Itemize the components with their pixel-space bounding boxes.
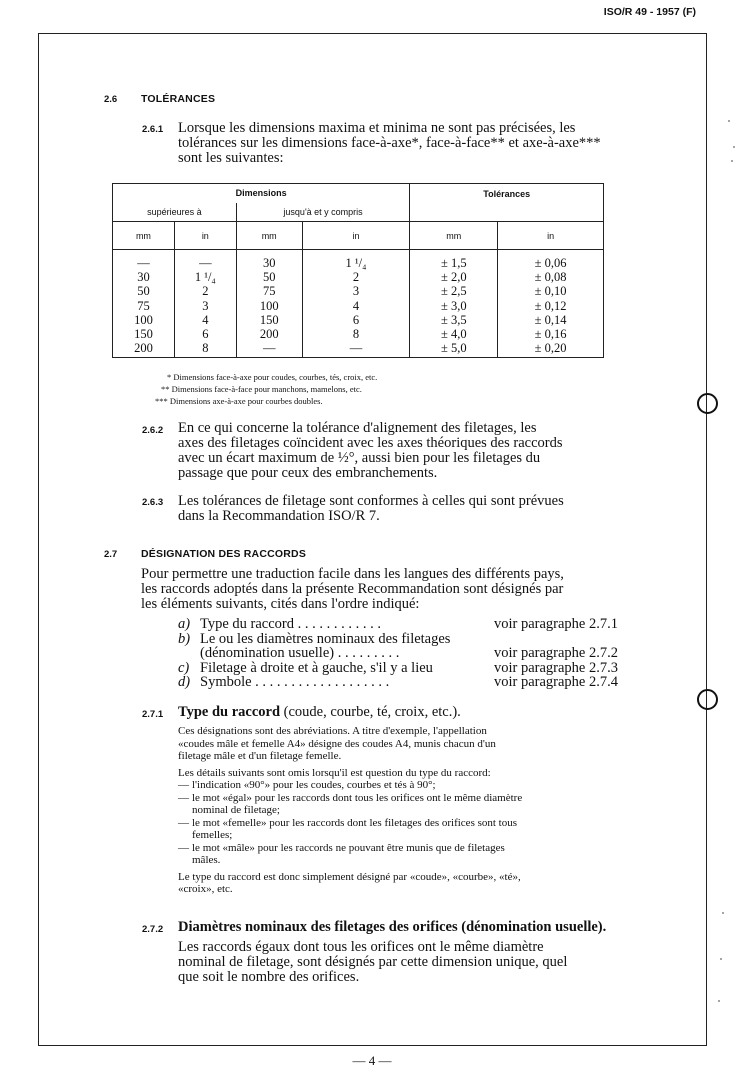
designation-list bbox=[178, 617, 618, 690]
list-text: Symbole . . . . . . . . . . . . . . . . . . . bbox=[200, 675, 390, 690]
column-upto-in: 1 ¹/₄ 2 3 4 6 8 — bbox=[302, 250, 410, 358]
unit-in: in bbox=[498, 222, 604, 250]
section-number: 2.6 bbox=[104, 94, 118, 105]
header-sup: supérieures à bbox=[147, 206, 202, 217]
page-number: — 4 — bbox=[352, 1053, 392, 1068]
unit-in: in bbox=[174, 222, 236, 250]
list-ref: voir paragraphe 2.7.4 bbox=[493, 674, 618, 690]
paragraph-261 bbox=[178, 121, 618, 166]
unit-mm: mm bbox=[113, 222, 175, 250]
list-text: Type du raccord . . . . . . . . . . . . bbox=[200, 617, 381, 632]
list-label: a) bbox=[178, 616, 191, 632]
column-tol-in: ± 0,06 ± 0,08 ± 0,10 ± 0,12 ± 0,14 ± 0,16 ± 0,20 bbox=[498, 250, 604, 358]
text-line: dans la Recommandation ISO/R 7. bbox=[178, 508, 380, 524]
section-number: 2.7 bbox=[104, 549, 118, 560]
unit-mm: mm bbox=[410, 222, 498, 250]
text-line: les éléments suivants, cités dans l'ordre indiqué: bbox=[141, 596, 420, 612]
text-line: Le type du raccord est donc simplement désigné par «coude», «courbe», «té», bbox=[178, 870, 521, 883]
scan-speck bbox=[718, 1000, 720, 1002]
list-item bbox=[178, 632, 618, 647]
scan-speck bbox=[722, 912, 724, 914]
column-upto-mm: 30 50 75 100 150 200 — bbox=[236, 250, 302, 358]
column-sup-mm: — 30 50 75 100 150 200 bbox=[134, 256, 153, 356]
tolerance-table bbox=[112, 183, 604, 358]
dash-item: — le mot «femelle» pour les raccords dont les filetages des orifices sont tous femelles; bbox=[178, 816, 518, 841]
text-line: l'indication «90°» pour les coudes, courbes et tés à 90°; bbox=[192, 779, 436, 791]
text-line: femelles; bbox=[192, 829, 233, 841]
subsection-number: 2.7.2 bbox=[142, 924, 164, 935]
list-item bbox=[178, 675, 618, 690]
document-code: ISO/R 49 - 1957 (F) bbox=[603, 6, 696, 18]
list-item bbox=[178, 617, 618, 632]
list-label: b) bbox=[178, 630, 191, 647]
subsection-title: Diamètres nominaux des filetages des orifices (dénomination usuelle). bbox=[178, 919, 607, 935]
list-text: Filetage à droite et à gauche, s'il y a lieu bbox=[200, 660, 433, 675]
list-item bbox=[178, 646, 618, 661]
footnote: ** Dimensions face-à-face pour manchons, mamelons, etc. bbox=[161, 384, 362, 394]
punch-hole-circle bbox=[697, 393, 718, 414]
header-dimensions: Dimensions bbox=[235, 188, 287, 199]
text-line: avec un écart maximum de ½°, aussi bien pour les filetages du bbox=[178, 450, 541, 466]
scan-speck bbox=[731, 160, 733, 162]
subsection-number: 2.7.1 bbox=[142, 709, 164, 720]
text-line: que soit le nombre des orifices. bbox=[178, 969, 360, 985]
section-title: DÉSIGNATION DES RACCORDS bbox=[141, 548, 307, 560]
subsection-heading bbox=[178, 705, 618, 720]
list-ref: voir paragraphe 2.7.2 bbox=[493, 645, 618, 661]
unit-mm: mm bbox=[236, 222, 302, 250]
text-line: sont les suivantes: bbox=[178, 150, 284, 166]
paragraph-272 bbox=[178, 940, 618, 985]
text-line: nominal de filetage, sont désignés par cette dimension unique, quel bbox=[178, 954, 568, 970]
list-ref bbox=[481, 632, 618, 647]
subsection-number: 2.6.2 bbox=[142, 425, 164, 436]
dash-item: — le mot «mâle» pour les raccords ne pouvant être munis que de filetages mâles. bbox=[178, 841, 505, 866]
paragraph-27-intro bbox=[141, 567, 621, 612]
dash-item: — l'indication «90°» pour les coudes, courbes et tés à 90°; bbox=[178, 779, 436, 791]
dash-item: — le mot «égal» pour les raccords dont tous les orifices ont le même diamètre nominal de filetage; bbox=[178, 791, 523, 816]
text-line: passage que pour ceux des embranchements. bbox=[178, 465, 438, 481]
section-title: TOLÉRANCES bbox=[141, 93, 216, 105]
list-ref: voir paragraphe 2.7.3 bbox=[493, 659, 618, 676]
scan-speck bbox=[728, 120, 730, 122]
text-line: Les raccords égaux dont tous les orifices ont le même diamètre bbox=[178, 939, 544, 955]
list-text: Le ou les diamètres nominaux des filetages bbox=[200, 631, 451, 646]
header-upto: jusqu'à et y compris bbox=[236, 203, 410, 222]
list-text: (dénomination usuelle) . . . . . . . . . bbox=[200, 646, 400, 661]
text-line: En ce qui concerne la tolérance d'alignement des filetages, les bbox=[178, 420, 537, 436]
text-line: Ces désignations sont des abréviations. A titre d'exemple, l'appellation bbox=[178, 725, 487, 737]
punch-hole-circle bbox=[697, 689, 718, 710]
subsection-number: 2.6.1 bbox=[142, 124, 164, 135]
text-line: Les détails suivants sont omis lorsqu'il est question du type du raccord: bbox=[178, 766, 491, 779]
footnote: * Dimensions face-à-axe pour coudes, courbes, tés, croix, etc. bbox=[167, 372, 378, 382]
text-line: nominal de filetage; bbox=[192, 804, 280, 816]
text-line: «croix», etc. bbox=[178, 883, 233, 895]
scan-speck bbox=[720, 958, 722, 960]
text-line: filetage mâle et d'un filetage femelle. bbox=[178, 750, 342, 762]
subsection-title: Type du raccord bbox=[178, 704, 281, 720]
footnote: *** Dimensions axe-à-axe pour courbes doubles. bbox=[155, 396, 323, 406]
text-line: tolérances sur les dimensions face-à-axe*, face-à-face** et axe-à-axe*** bbox=[178, 135, 601, 151]
list-label bbox=[178, 646, 200, 661]
column-tol-mm: ± 1,5 ± 2,0 ± 2,5 ± 3,0 ± 3,5 ± 4,0 ± 5,0 bbox=[410, 250, 498, 358]
text-line: le mot «mâle» pour les raccords ne pouvant être munis que de filetages bbox=[192, 841, 505, 854]
paragraph-271 bbox=[178, 725, 618, 896]
text-line: le mot «femelle» pour les raccords dont les filetages des orifices sont tous bbox=[192, 816, 518, 829]
text-line: mâles. bbox=[192, 854, 221, 866]
text-line: le mot «égal» pour les raccords dont tous les orifices ont le même diamètre bbox=[192, 791, 523, 804]
list-ref: voir paragraphe 2.7.1 bbox=[493, 616, 618, 632]
text-line: axes des filetages coïncident avec les axes théoriques des raccords bbox=[178, 435, 563, 451]
list-label: d) bbox=[178, 674, 191, 690]
text-line: «coudes mâle et femelle A4» désigne des coudes A4, munis chacun d'un bbox=[178, 737, 496, 750]
subsection-number: 2.6.3 bbox=[142, 497, 164, 508]
text-line: Pour permettre une traduction facile dans les langues des différents pays, bbox=[141, 566, 564, 582]
text-line: Lorsque les dimensions maxima et minima ne sont pas précisées, les bbox=[178, 120, 576, 136]
footnotes bbox=[155, 371, 515, 407]
text-line: les raccords adoptés dans la présente Recommandation sont désignés par bbox=[141, 581, 564, 597]
paragraph-263 bbox=[178, 494, 618, 524]
paragraph-262 bbox=[178, 421, 618, 481]
subsection-title-rest: (coude, courbe, té, croix, etc.). bbox=[283, 704, 461, 720]
scan-speck bbox=[733, 146, 735, 148]
header-tolerances: Tolérances bbox=[410, 184, 604, 222]
list-label: c) bbox=[178, 659, 190, 676]
list-item bbox=[178, 661, 618, 676]
column-sup-in: — 1 ¹/₄ 2 3 4 6 8 bbox=[174, 250, 236, 358]
unit-in: in bbox=[302, 222, 410, 250]
text-line: Les tolérances de filetage sont conformes à celles qui sont prévues bbox=[178, 493, 564, 509]
